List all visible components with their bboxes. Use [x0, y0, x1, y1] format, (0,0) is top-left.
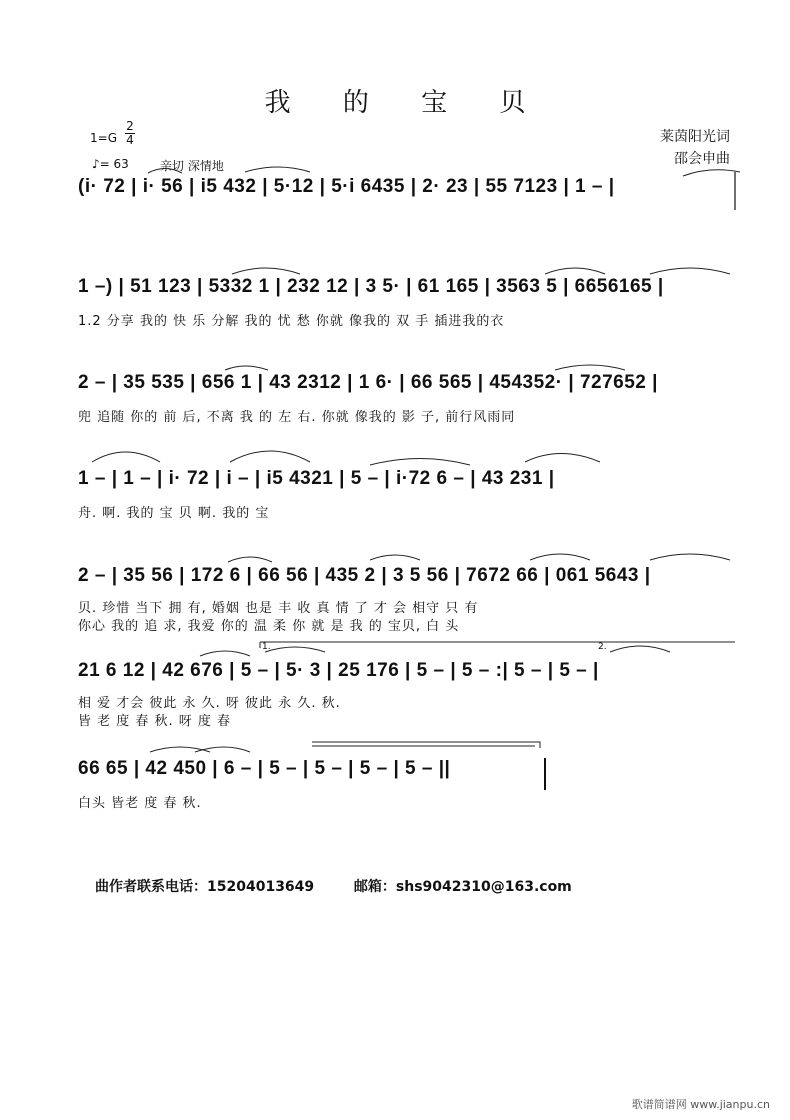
lyric-line: 白头 皆老 度 春 秋.	[78, 796, 202, 811]
lyricist-credit: 莱茵阳光词	[660, 129, 730, 145]
lyric-line: 兜 追随 你的 前 后, 不离 我 的 左 右. 你就 像我的 影 子, 前行风雨同	[78, 410, 516, 425]
staff-row-1	[78, 176, 743, 220]
email-address: shs9042310@163.com	[395, 879, 572, 895]
notation-line: (i· 72 | i· 56 | i5 432 | 5·12 | 5·i 6435 | 2· 23 | 55 7123 | 1 – |	[78, 176, 615, 197]
notation-line: 21 6 12 | 42 676 | 5 – | 5· 3 | 25 176 | 5 – | 5 – :| 5 – | 5 – |	[78, 660, 599, 681]
email-label: 邮箱：	[353, 879, 396, 895]
phone-label: 曲作者联系电话：	[95, 879, 207, 895]
lyric-line: 舟. 啊. 我的 宝 贝 啊. 我的 宝	[78, 506, 270, 521]
page-title: 我 的 宝 贝	[264, 88, 548, 118]
staff-row-3	[78, 372, 743, 425]
composer-credit: 邵会申曲	[674, 151, 730, 167]
staff-row-4	[78, 468, 743, 521]
notation-line: 1 –) | 51 123 | 5332 1 | 232 12 | 3 5· | 61 165 | 3563 5 | 6656165 |	[78, 276, 664, 297]
staff-row-6	[78, 660, 743, 729]
lyric-line: 1.2 分享 我的 快 乐 分解 我的 忧 愁 你就 像我的 双 手 插进我的衣	[78, 314, 505, 329]
staff-row-2	[78, 276, 743, 329]
volta-first-ending: 1.	[262, 642, 271, 652]
lyric-line-verse-1: 相 爱 才会 彼此 永 久. 呀 彼此 永 久. 秋.	[78, 696, 341, 711]
notation-line: 66 65 | 42 450 | 6 – | 5 – | 5 – | 5 – | 5 – ||	[78, 758, 451, 779]
time-signature	[125, 120, 135, 147]
staff-row-5	[78, 565, 743, 634]
notation-line: 1 – | 1 – | i· 72 | i – | i5 4321 | 5 – | i·72 6 – | 43 231 |	[78, 468, 555, 489]
site-watermark: 歌谱简谱网 www.jianpu.cn	[631, 1098, 770, 1111]
lyric-line-verse-1: 贝. 珍惜 当下 拥 有, 婚姻 也是 丰 收 真 情 了 才 会 相守 只 有	[78, 601, 479, 616]
time-signature-bottom: 4	[126, 133, 134, 147]
time-signature-top: 2	[126, 119, 134, 133]
staff-row-7	[78, 758, 558, 811]
notation-line: 2 – | 35 56 | 172 6 | 66 56 | 435 2 | 3 5 56 | 7672 66 | 061 5643 |	[78, 565, 651, 586]
key-signature: 1=G	[90, 131, 117, 145]
lyric-line-verse-2: 皆 老 度 春 秋. 呀 度 春	[78, 714, 232, 729]
contact-footer	[95, 876, 572, 896]
lyric-line-verse-2: 你心 我的 追 求, 我爱 你的 温 柔 你 就 是 我 的 宝贝, 白 头	[78, 619, 460, 634]
tempo-marking: ♪= 63	[92, 157, 129, 171]
phone-number: 15204013649	[207, 879, 315, 895]
volta-second-ending: 2.	[598, 642, 607, 652]
notation-line: 2 – | 35 535 | 656 1 | 43 2312 | 1 6· | 66 565 | 454352· | 727652 |	[78, 372, 658, 393]
expression-marking: 亲切 深情地	[160, 159, 224, 173]
